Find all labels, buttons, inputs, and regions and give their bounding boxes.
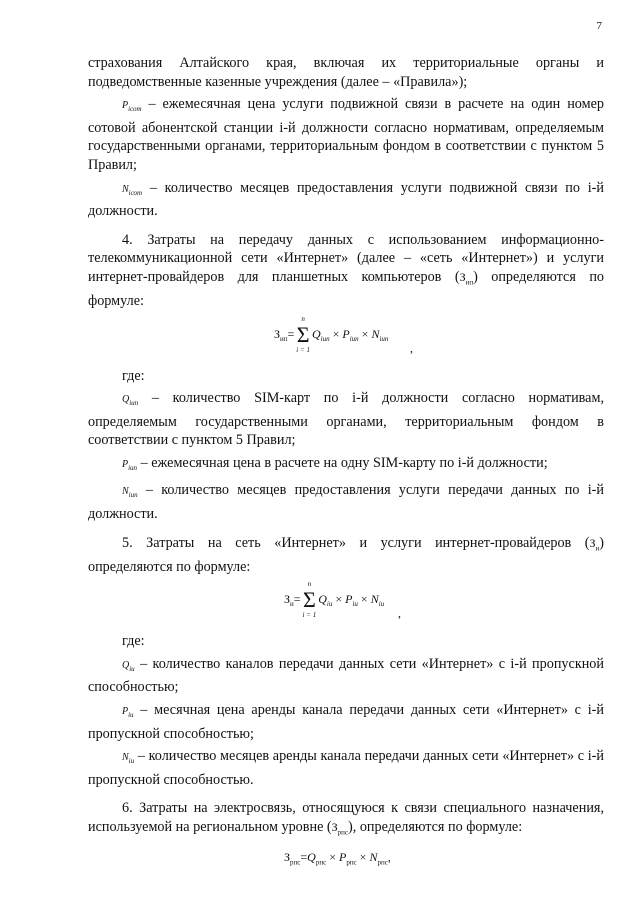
definition-n-icsm: $N_{iсот}$ – количество месяцев предоставления услуги подвижной связи по i-й должности.: [88, 179, 604, 220]
symbol-p-ii: $P_{iи}$: [122, 706, 134, 720]
where-label-1: где:: [122, 367, 145, 384]
section-5-paragraph: 5. Затраты на сеть «Интернет» и услуги интернет-провайдеров $(З_и)$ определяются по формуле:: [88, 534, 604, 575]
definition-q-iip: $Q_{iип}$ – количество SIM-карт по i-й должности согласно нормативам, определяемым государственными органами, территориальным фондом в соответствии с пунктом 5 Правил;: [88, 390, 604, 449]
definition-n-iip: $N_{iип}$ – количество месяцев предоставления услуги передачи данных по i-й должности.: [88, 482, 604, 523]
definition-p-ii: $P_{iи}$ – месячная цена аренды канала передачи данных сети «Интернет» с i-й пропускной способностью;: [88, 702, 604, 742]
document-body: [88, 54, 604, 872]
definition-p-icsm: $P_{iсот}$ – ежемесячная цена услуги подвижной связи в расчете на один номер сотовой абонентской станции i-й должности согласно нормативам, определяемым государственными органами, территориальным фондом в соответствии с пунктом 5 Правил;: [88, 96, 604, 173]
sum-icon: n Σ i = 1: [302, 580, 317, 620]
definition-n-ii: $N_{iи}$ – количество месяцев аренды канала передачи данных сети «Интернет» с i-й пропускной способностью.: [88, 748, 604, 788]
symbol-p-icsm: $P_{iсот}$: [122, 100, 142, 114]
intro-paragraph: страхования Алтайского края, включая их территориальные органы и подведомственные казенные учреждения (далее – «Правила»);: [88, 55, 604, 90]
where-label-2: где:: [122, 633, 145, 650]
sum-icon: n Σ i = 1: [296, 314, 310, 354]
symbol-n-icsm: $N_{iсот}$: [122, 183, 143, 197]
symbol-z-ip: $З_{ип}$: [459, 269, 474, 287]
formula-special-communication: $З_{рпс}=Q_{рпс} \times P_{рпс} \times N_{рпс}$,: [284, 849, 391, 867]
section-4-paragraph: 4. Затраты на передачу данных с использованием информационно-телекоммуникационной сети «Интернет» (далее – «сеть «Интернет») и услуги интернет-провайдеров для планшетных компьютеров $(З_{ип})$ определяются по формуле:: [88, 231, 605, 309]
definition-p-iip: $P_{iип}$ – ежемесячная цена в расчете на одну SIM-карту по i-й должности;: [122, 454, 548, 472]
definition-q-ii: $Q_{iи}$ – количество каналов передачи данных сети «Интернет» с i-й пропускной способностью;: [88, 655, 604, 696]
section-6-paragraph: 6. Затраты на электросвязь, относящуюся к связи специального назначения, используемой на региональном уровне $(З_{рпс})$, определяются по формуле:: [88, 800, 604, 837]
symbol-n-ii: $N_{iи}$: [122, 752, 135, 766]
symbol-q-ii: $Q_{iи}$: [122, 659, 135, 673]
symbol-n-iip: $N_{iип}$: [122, 486, 138, 500]
symbol-p-iip: $P_{iип}$: [122, 458, 138, 472]
formula-internet-tablets: $З_{ип}=$ n Σ i = 1 $Q_{iип} \times P_{iип} \times N_{iип}$ ,: [274, 314, 413, 355]
symbol-q-iip: $Q_{iип}$: [122, 394, 139, 408]
symbol-z-rps: $З_{рпс}$: [331, 820, 349, 837]
page-number: 7: [596, 20, 602, 32]
formula-internet: $З_и=$ n Σ i = 1 $Q_{iи} \times P_{iи} \times N_{iи}$ ,: [284, 580, 401, 621]
symbol-z-i: $З_и$: [589, 535, 600, 553]
